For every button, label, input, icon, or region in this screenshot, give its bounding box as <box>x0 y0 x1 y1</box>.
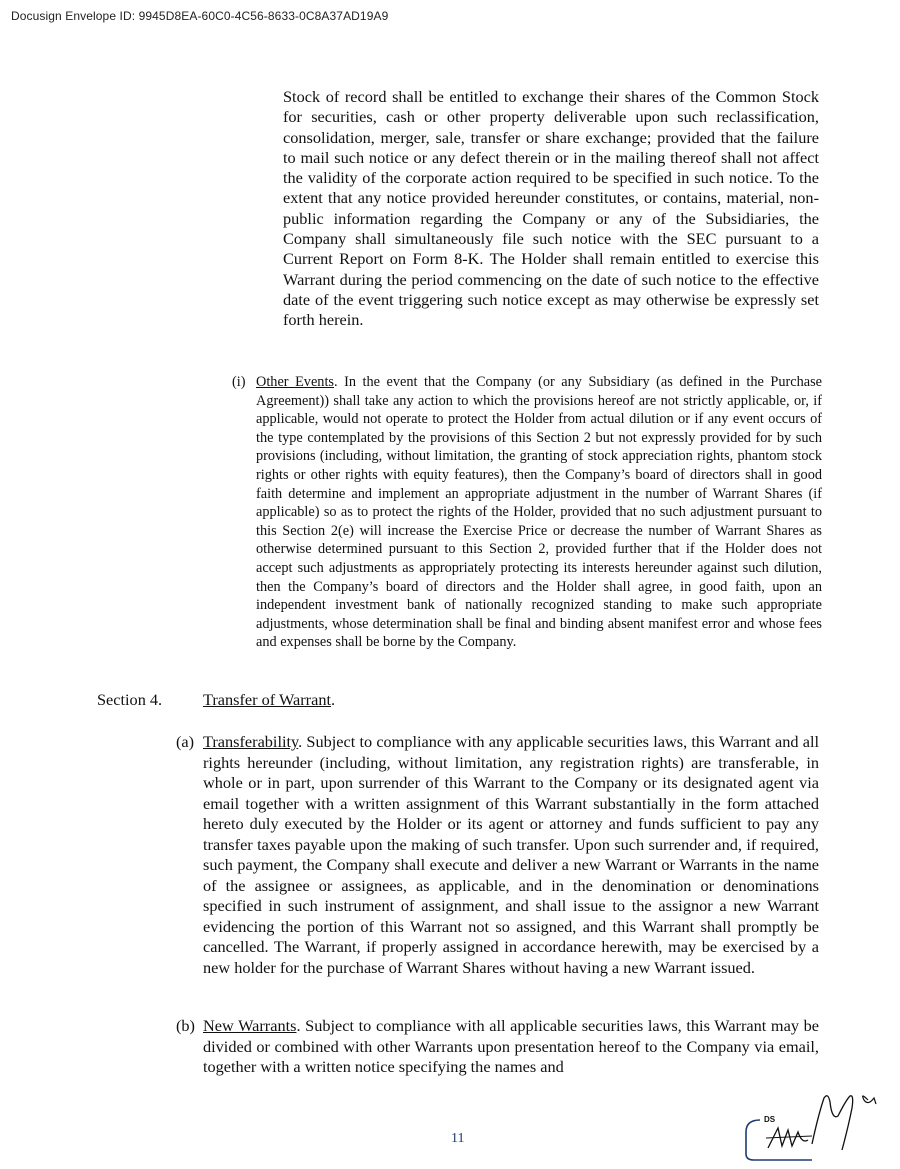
subsection-b-body: . Subject to compliance with all applicable securities laws, this Warrant may be divided or combined with other Warrants upon presentation hereof to the Company via email, together with a written notice specifying the names and <box>203 1016 819 1076</box>
initials-signature-icon <box>742 1086 892 1164</box>
section-4-title <box>203 690 335 710</box>
subsection-i-paragraph <box>256 373 822 652</box>
page-number: 11 <box>451 1131 465 1146</box>
continued-paragraph: Stock of record shall be entitled to exchange their shares of the Common Stock for securities, cash or other property deliverable upon such reclassification, consolidation, merger, sale, transfer or share exchange; provided that the failure to mail such notice or any defect therein or in the mailing thereof shall not affect the validity of the corporate action required to be specified in such notice. To the extent that any notice provided hereunder constitutes, or contains, material, non-public information regarding the Company or any of the Subsidiaries, the Company shall simultaneously file such notice with the SEC pursuant to a Current Report on Form 8-K. The Holder shall remain entitled to exercise this Warrant during the period commencing on the date of such notice to the effective date of the event triggering such notice except as may otherwise be expressly set forth herein. <box>283 87 819 330</box>
section-4-title-period: . <box>331 690 336 709</box>
subsection-a-marker: (a) <box>176 732 195 751</box>
subsection-a-paragraph <box>203 732 819 978</box>
section-4-title-text: Transfer of Warrant <box>203 690 331 709</box>
subsection-b-marker: (b) <box>176 1016 195 1035</box>
initials-ds-tag: DS <box>764 1115 776 1124</box>
envelope-id: Docusign Envelope ID: 9945D8EA-60C0-4C56-8633-0C8A37AD19A9 <box>11 9 389 23</box>
subsection-i-body: . In the event that the Company (or any Subsidiary (as defined in the Purchase Agreement)) shall take any action to which the provisions hereof are not strictly applicable, or, if applicable, would not operate to protect the Holder from actual dilution or if any event occurs of the type contemplated by the provisions of this Section 2 but not expressly provided for by such provisions (including, without limitation, the granting of stock appreciation rights, phantom stock rights or other rights with equity features), then the Company’s board of directors shall in good faith determine and implement an appropriate adjustment in the number of Warrant Shares (if applicable) so as to protect the rights of the Holder, provided that no such adjustment pursuant to this Section 2(e) will increase the Exercise Price or decrease the number of Warrant Shares as otherwise determined pursuant to this Section 2, provided further that if the Holder does not accept such adjustments as appropriately protecting its interests hereunder against such dilution, then the Company’s board of directors and the Holder shall agree, in good faith, upon an independent investment bank of nationally recognized standing to make such appropriate adjustments, whose determination shall be final and binding absent manifest error and whose fees and expenses shall be borne by the Company. <box>256 374 822 651</box>
subsection-a-body: . Subject to compliance with any applicable securities laws, this Warrant and all rights hereunder (including, without limitation, any registration rights) are transferable, in whole or in part, upon surrender of this Warrant to the Company or its designated agent via email together with a written assignment of this Warrant substantially in the form attached hereto duly executed by the Holder or its agent or attorney and funds sufficient to pay any transfer taxes payable upon the making of such transfer. Upon such surrender and, if required, such payment, the Company shall execute and deliver a new Warrant or Warrants in the name of the assignee or assignees, as applicable, and in the denomination or denominations specified in such instrument of assignment, and shall issue to the assignor a new Warrant evidencing the portion of this Warrant not so assigned, and this Warrant shall promptly be cancelled. The Warrant, if properly assigned in accordance herewith, may be exercised by a new holder for the purchase of Warrant Shares without having a new Warrant issued. <box>203 732 819 977</box>
subsection-b-paragraph <box>203 1016 819 1078</box>
subsection-b-heading: New Warrants <box>203 1016 297 1035</box>
subsection-i-marker: (i) <box>232 374 246 390</box>
docusign-initials <box>742 1086 892 1164</box>
section-4-number: Section 4. <box>97 690 163 709</box>
subsection-i-heading: Other Events <box>256 374 334 390</box>
subsection-a-heading: Transferability <box>203 732 299 751</box>
